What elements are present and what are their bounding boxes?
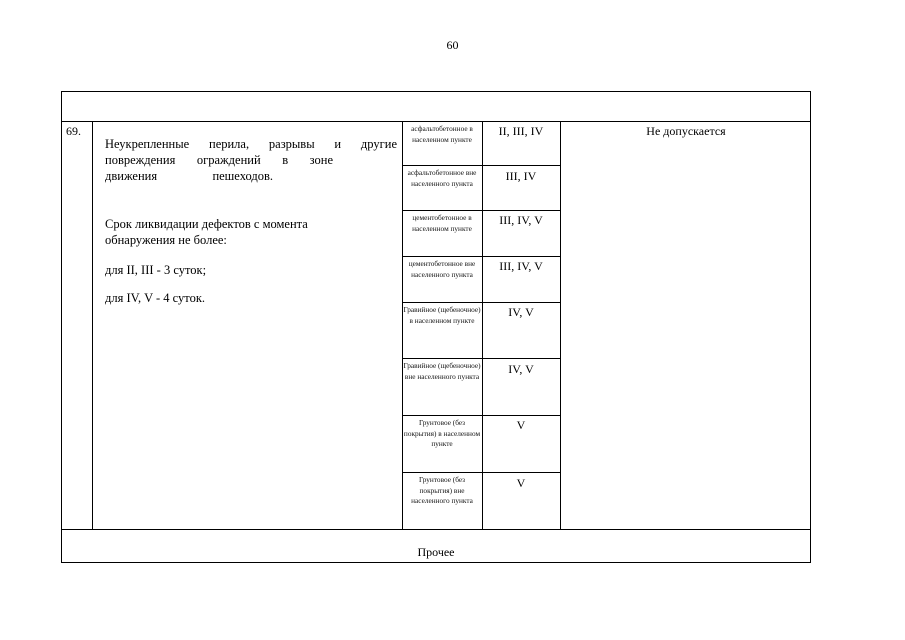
description-line: повреждения ограждений в зоне	[105, 153, 333, 167]
deadline-line: Срок ликвидации дефектов с момента	[105, 217, 308, 231]
category-cell: III, IV	[505, 169, 537, 183]
deadline-category-4-5: для IV, V - 4 суток.	[105, 291, 206, 305]
col-divider-number	[92, 121, 93, 529]
subrow-divider	[402, 256, 560, 257]
road-type-cell: Гравийное (щебеночное) вне населенного пункта	[403, 361, 481, 381]
road-type-cell: Гравийное (щебеночное) в населенном пункте	[403, 305, 481, 325]
subrow-divider	[402, 302, 560, 303]
subrow-divider	[402, 358, 560, 359]
requirement-text: Не допускается	[646, 124, 726, 138]
road-type-cell: цементобетонное в населенном пункте	[412, 213, 472, 233]
road-type-cell: асфальтобетонное в населенном пункте	[411, 124, 473, 144]
subrow-divider	[402, 210, 560, 211]
road-type-cell: Грунтовое (без покрытия) вне населенного пункта	[411, 475, 473, 505]
road-type-cell: асфальтобетонное вне населенного пункта	[407, 168, 477, 188]
category-cell: IV, V	[508, 362, 534, 376]
footer-divider	[61, 529, 811, 530]
category-cell: III, IV, V	[499, 213, 543, 227]
subrow-divider	[402, 165, 560, 166]
category-cell: IV, V	[508, 305, 534, 319]
description-line: Неукрепленные перила, разрывы и другие	[105, 137, 397, 151]
subrow-divider	[402, 415, 560, 416]
category-cell: III, IV, V	[499, 259, 543, 273]
page-number: 60	[446, 38, 459, 52]
subrow-divider	[402, 472, 560, 473]
description-line: движения пешеходов.	[105, 169, 273, 183]
deadline-line: обнаружения не более:	[105, 233, 227, 247]
col-divider-category	[560, 121, 561, 529]
section-heading-other: Прочее	[417, 545, 455, 559]
row-number: 69.	[66, 124, 81, 138]
road-type-cell: цементобетонное вне населенного пункта	[408, 259, 476, 279]
category-cell: V	[516, 418, 526, 432]
category-cell: II, III, IV	[498, 124, 544, 138]
road-type-cell: Грунтовое (без покрытия) в населенном пункте	[403, 418, 481, 448]
header-divider	[61, 121, 811, 122]
category-cell: V	[516, 476, 526, 490]
deadline-category-2-3: для II, III - 3 суток;	[105, 263, 207, 277]
